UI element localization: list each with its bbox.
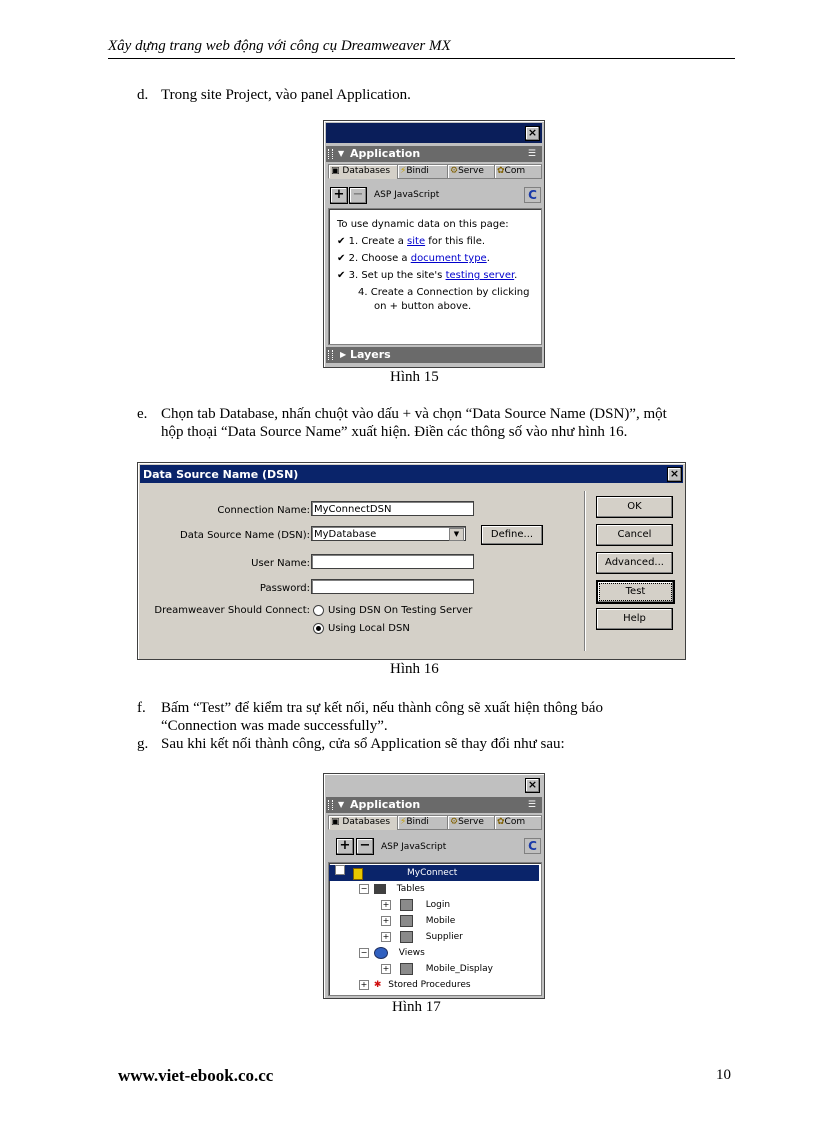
dsn-dialog-title: Data Source Name (DSN) <box>143 468 299 481</box>
running-header: Xây dựng trang web động với công cụ Dreamweaver MX <box>108 38 451 54</box>
panel-title: Application <box>350 798 421 811</box>
testing-server-link[interactable]: testing server <box>445 270 515 281</box>
radio-local-dsn[interactable] <box>313 623 324 634</box>
step-f-text: Bấm “Test” để kiểm tra sự kết nối, nếu thành công sẽ xuất hiện thông báo <box>161 700 603 716</box>
caption-fig17: Hình 17 <box>392 999 441 1015</box>
remove-button[interactable]: − <box>349 187 367 204</box>
collapse-icon[interactable]: − <box>360 947 368 957</box>
tab-bindings[interactable]: ⚡Bindi <box>397 815 448 830</box>
user-name-input[interactable] <box>311 554 474 569</box>
panel-top-strip <box>326 776 542 794</box>
add-button[interactable]: + <box>336 838 354 855</box>
cancel-button[interactable]: Cancel <box>596 524 673 546</box>
options-menu-icon[interactable]: ☰ <box>527 149 536 159</box>
page-number: 10 <box>716 1067 731 1083</box>
tab-server-behaviors[interactable]: ⚙Serve <box>447 815 495 830</box>
caption-fig15: Hình 15 <box>390 369 439 385</box>
tables-icon <box>374 884 386 894</box>
panel-title: Application <box>350 147 421 160</box>
password-input[interactable] <box>311 579 474 594</box>
tree-table-mobile[interactable]: + Mobile <box>382 915 456 926</box>
step-f-text-line2: “Connection was made successfully”. <box>161 718 388 734</box>
close-icon[interactable]: × <box>525 778 540 793</box>
collapse-arrow-icon: ▼ <box>338 149 345 158</box>
refresh-icon[interactable]: C <box>524 187 541 203</box>
tree-view-mobile-display[interactable]: + Mobile_Display <box>382 963 493 974</box>
step-d-text: Trong site Project, vào panel Application. <box>161 87 411 103</box>
table-icon <box>400 899 413 911</box>
remove-button[interactable]: − <box>356 838 374 855</box>
advanced-button[interactable]: Advanced... <box>596 552 673 574</box>
radio-testing-server-label: Using DSN On Testing Server <box>328 605 473 616</box>
radio-testing-server[interactable] <box>313 605 324 616</box>
application-panel-header[interactable] <box>326 797 542 813</box>
collapse-icon[interactable]: − <box>336 865 344 874</box>
refresh-icon[interactable]: C <box>524 838 541 854</box>
panel-tabs <box>328 815 540 830</box>
instruction-item-2: ✔ 2. Choose a document type. <box>337 253 490 264</box>
gear-icon: ⚙ <box>450 166 459 176</box>
step-f-label: f. <box>137 700 146 716</box>
tree-connection[interactable] <box>329 865 539 881</box>
instruction-item-1: ✔ 1. Create a site for this file. <box>337 236 486 247</box>
dsn-label: Data Source Name (DSN): <box>180 530 310 541</box>
component-icon: ✿ <box>497 817 505 827</box>
chevron-down-icon[interactable]: ▼ <box>449 528 464 541</box>
step-g-text: Sau khi kết nối thành công, cửa sổ Application sẽ thay đổi như sau: <box>161 736 565 752</box>
lightning-icon: ⚡ <box>400 817 407 827</box>
connection-icon <box>353 868 363 880</box>
step-g-label: g. <box>137 736 149 752</box>
panel-tabs <box>328 164 540 179</box>
application-panel-fig15 <box>323 120 545 368</box>
database-tree <box>328 862 542 996</box>
dsn-select[interactable] <box>311 526 466 541</box>
button-separator <box>584 491 585 651</box>
tree-connection-label: MyConnect <box>407 868 458 878</box>
expand-icon[interactable]: + <box>382 963 390 973</box>
step-e-text: Chọn tab Database, nhấn chuột vào dấu + và chọn “Data Source Name (DSN)”, một <box>161 406 667 422</box>
should-connect-label: Dreamweaver Should Connect: <box>154 605 310 616</box>
tab-databases[interactable]: ▣ Databases <box>328 164 398 179</box>
tab-components[interactable]: ✿Com <box>494 815 542 830</box>
radio-local-dsn-label: Using Local DSN <box>328 623 410 634</box>
grip-icon[interactable] <box>328 800 333 810</box>
ok-button[interactable]: OK <box>596 496 673 518</box>
caption-fig16: Hình 16 <box>390 661 439 677</box>
grip-icon[interactable] <box>328 350 333 360</box>
expand-icon[interactable]: + <box>382 899 390 909</box>
footer-site: www.viet-ebook.co.cc <box>118 1066 274 1085</box>
application-panel-fig17 <box>323 773 545 999</box>
instruction-item-4: 4. Create a Connection by clicking <box>358 287 530 298</box>
check-icon: ✔ <box>337 270 346 281</box>
connection-name-input[interactable]: MyConnectDSN <box>311 501 474 516</box>
gear-icon: ⚙ <box>450 817 459 827</box>
expand-icon[interactable]: + <box>382 931 390 941</box>
step-e-label: e. <box>137 406 148 422</box>
step-d-label: d. <box>137 87 149 103</box>
lightning-icon: ⚡ <box>400 166 407 176</box>
tree-views[interactable]: − Views <box>360 947 425 958</box>
close-icon[interactable]: × <box>525 126 540 141</box>
tab-server-behaviors[interactable]: ⚙Serve <box>447 164 495 179</box>
document-type-link[interactable]: document type <box>410 253 487 264</box>
header-rule <box>108 58 735 59</box>
test-button[interactable]: Test <box>596 580 675 604</box>
instructions-area <box>328 208 542 345</box>
database-icon: ▣ <box>331 166 340 176</box>
views-icon <box>374 947 388 959</box>
tree-table-login[interactable]: + Login <box>382 899 451 910</box>
view-icon <box>400 963 413 975</box>
tree-table-supplier[interactable]: + Supplier <box>382 931 463 942</box>
expand-arrow-icon: ▶ <box>340 350 347 359</box>
step-e-text-line2: hộp thoại “Data Source Name” xuất hiện. Điền các thông số vào như hình 16. <box>161 424 628 440</box>
dsn-select-value: MyDatabase <box>314 529 377 540</box>
close-icon[interactable]: × <box>667 467 682 482</box>
dsn-dialog-titlebar <box>140 465 683 483</box>
instructions-intro: To use dynamic data on this page: <box>337 219 509 230</box>
password-label: Password: <box>259 583 310 594</box>
layers-label: Layers <box>350 348 391 361</box>
expand-icon[interactable]: + <box>360 979 368 989</box>
document-type: ASP JavaScript <box>374 190 440 200</box>
expand-icon[interactable]: + <box>382 915 390 925</box>
tab-bindings[interactable]: ⚡Bindi <box>397 164 448 179</box>
help-button[interactable]: Help <box>596 608 673 630</box>
application-panel-header[interactable] <box>326 146 542 162</box>
tab-components[interactable]: ✿Com <box>494 164 542 179</box>
database-icon: ▣ <box>331 817 340 827</box>
layers-panel-header[interactable] <box>326 347 542 363</box>
options-menu-icon[interactable]: ☰ <box>527 800 536 810</box>
user-name-label: User Name: <box>251 558 310 569</box>
tree-stored-procedures[interactable]: + ✱ Stored Procedures <box>360 979 471 990</box>
check-icon: ✔ <box>337 236 346 247</box>
tree-tables[interactable]: − Tables <box>360 883 425 894</box>
collapse-icon[interactable]: − <box>360 883 368 893</box>
component-icon: ✿ <box>497 166 505 176</box>
instruction-item-4-line2: on + button above. <box>374 301 472 312</box>
tab-databases[interactable]: ▣ Databases <box>328 815 398 830</box>
table-icon <box>400 931 413 943</box>
define-button[interactable]: Define... <box>481 525 543 545</box>
collapse-arrow-icon: ▼ <box>338 800 345 809</box>
panel-titlebar <box>326 123 542 143</box>
site-link[interactable]: site <box>407 236 426 247</box>
table-icon <box>400 915 413 927</box>
procedures-icon: ✱ <box>373 980 382 990</box>
check-icon: ✔ <box>337 253 346 264</box>
connection-name-label: Connection Name: <box>217 505 310 516</box>
grip-icon[interactable] <box>328 149 333 159</box>
instruction-item-3: ✔ 3. Set up the site's testing server. <box>337 270 518 281</box>
add-button[interactable]: + <box>330 187 348 204</box>
document-type: ASP JavaScript <box>381 842 447 852</box>
dsn-dialog <box>137 462 686 660</box>
